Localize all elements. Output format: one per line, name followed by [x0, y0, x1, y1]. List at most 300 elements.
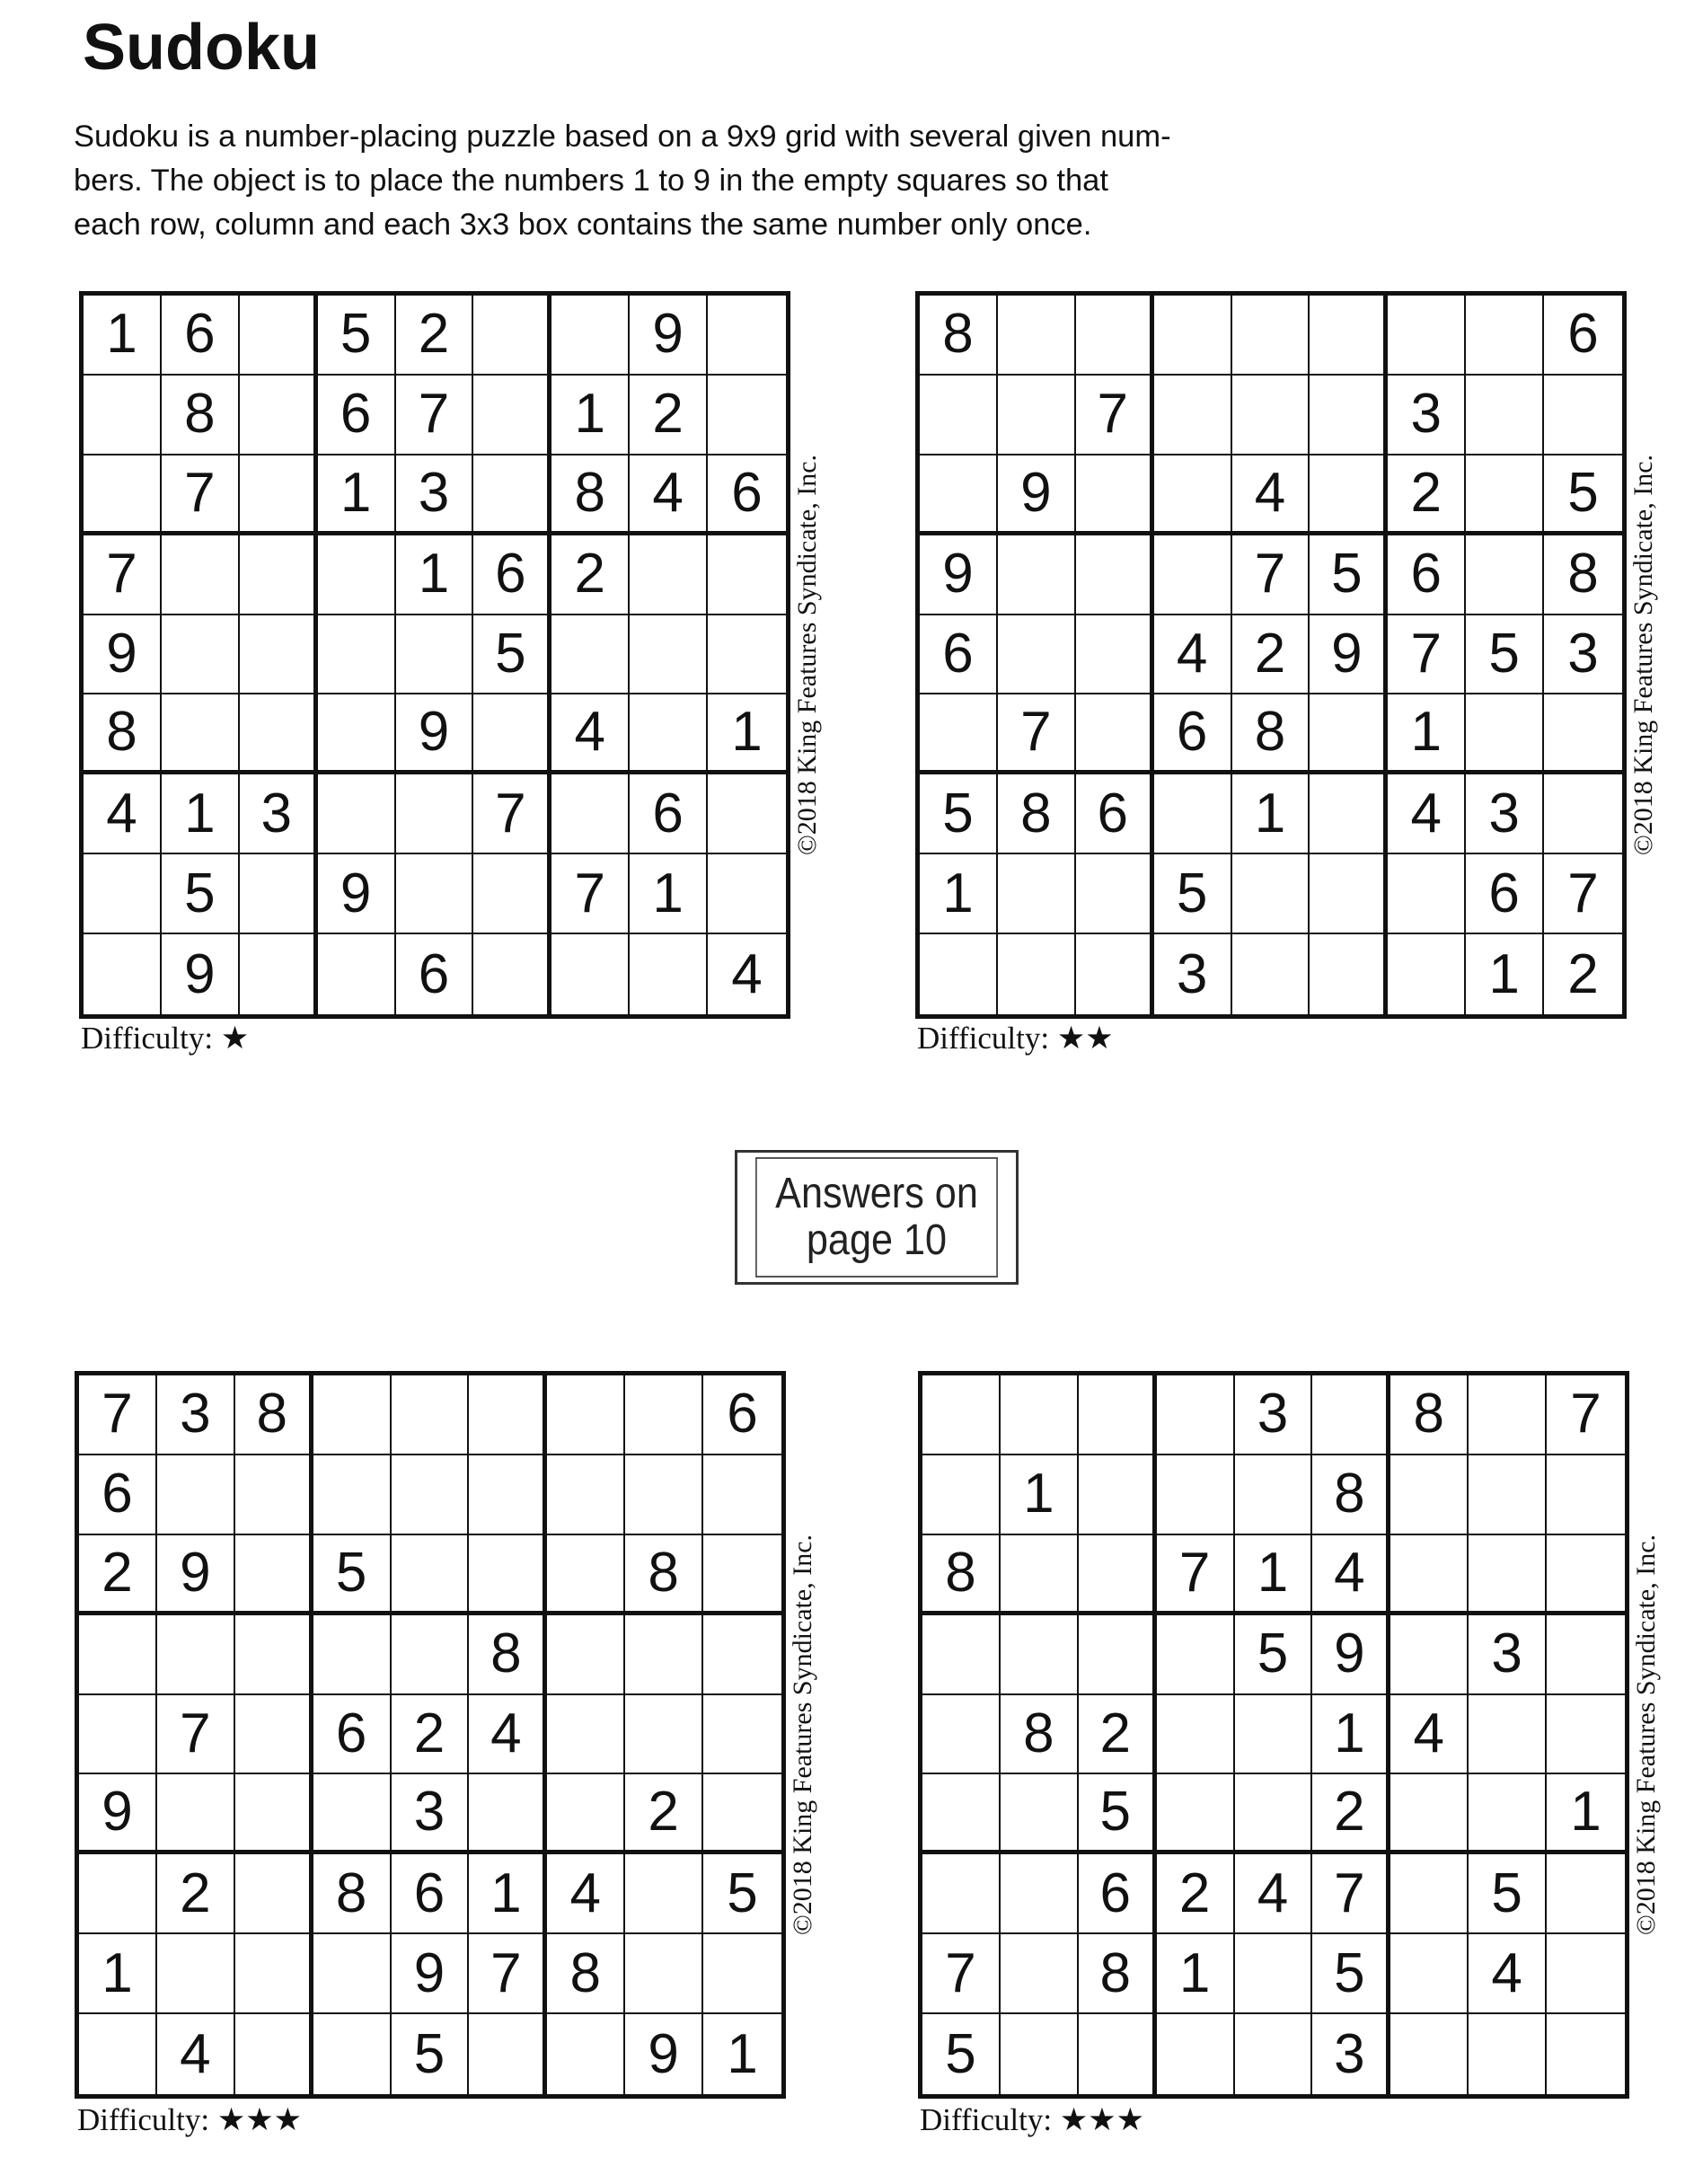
sudoku-cell[interactable]: 5	[1312, 1934, 1390, 2014]
sudoku-cell[interactable]: 9	[392, 1934, 470, 2014]
sudoku-cell[interactable]: 3	[1154, 934, 1232, 1014]
sudoku-cell[interactable]: 6	[1154, 694, 1232, 774]
sudoku-cell[interactable]: 9	[1310, 615, 1388, 695]
sudoku-cell[interactable]: 8	[162, 376, 240, 455]
sudoku-cell[interactable]	[157, 1455, 235, 1535]
sudoku-cell[interactable]: 8	[1079, 1934, 1157, 2014]
sudoku-cell[interactable]: 7	[551, 854, 630, 934]
sudoku-cell[interactable]	[313, 1455, 392, 1535]
sudoku-cell[interactable]	[1388, 296, 1466, 376]
sudoku-cell[interactable]: 5	[392, 2014, 470, 2094]
sudoku-cell[interactable]	[240, 376, 318, 455]
sudoku-cell[interactable]	[1469, 2014, 1547, 2094]
sudoku-cell[interactable]	[625, 1695, 703, 1775]
sudoku-cell[interactable]: 7	[922, 1934, 1001, 2014]
sudoku-cell[interactable]	[1001, 1375, 1079, 1455]
sudoku-cell[interactable]: 2	[157, 1854, 235, 1934]
sudoku-cell[interactable]	[473, 934, 551, 1014]
sudoku-cell[interactable]	[547, 1375, 625, 1455]
sudoku-cell[interactable]	[240, 455, 318, 535]
sudoku-cell[interactable]	[625, 1615, 703, 1695]
sudoku-cell[interactable]	[1390, 2014, 1469, 2094]
sudoku-cell[interactable]: 7	[1547, 1375, 1625, 1455]
sudoku-cell[interactable]: 8	[920, 296, 998, 376]
sudoku-cell[interactable]	[1235, 1695, 1313, 1775]
sudoku-cell[interactable]	[162, 694, 240, 774]
sudoku-cell[interactable]	[1310, 854, 1388, 934]
sudoku-cell[interactable]	[1079, 1455, 1157, 1535]
sudoku-cell[interactable]	[1469, 1375, 1547, 1455]
sudoku-cell[interactable]: 9	[998, 455, 1076, 535]
sudoku-cell[interactable]	[551, 296, 630, 376]
sudoku-cell[interactable]	[84, 376, 162, 455]
sudoku-cell[interactable]: 9	[318, 854, 396, 934]
sudoku-cell[interactable]	[1466, 296, 1544, 376]
sudoku-cell[interactable]	[1157, 1695, 1235, 1775]
sudoku-cell[interactable]: 9	[79, 1774, 157, 1854]
sudoku-cell[interactable]	[708, 615, 786, 695]
sudoku-cell[interactable]: 1	[1232, 774, 1310, 854]
sudoku-cell[interactable]: 5	[920, 774, 998, 854]
sudoku-cell[interactable]	[1466, 455, 1544, 535]
sudoku-cell[interactable]	[630, 535, 708, 615]
sudoku-cell[interactable]	[1466, 535, 1544, 615]
sudoku-cell[interactable]	[1235, 1774, 1313, 1854]
sudoku-cell[interactable]	[1466, 694, 1544, 774]
sudoku-cell[interactable]	[551, 934, 630, 1014]
sudoku-cell[interactable]	[1310, 694, 1388, 774]
sudoku-cell[interactable]: 9	[84, 615, 162, 695]
sudoku-cell[interactable]: 2	[1079, 1695, 1157, 1775]
sudoku-cell[interactable]	[313, 1934, 392, 2014]
sudoku-cell[interactable]: 7	[1388, 615, 1466, 695]
sudoku-cell[interactable]	[1235, 1934, 1313, 2014]
sudoku-cell[interactable]: 6	[1076, 774, 1154, 854]
sudoku-cell[interactable]: 5	[318, 296, 396, 376]
sudoku-cell[interactable]	[922, 1375, 1001, 1455]
sudoku-cell[interactable]	[1232, 854, 1310, 934]
sudoku-cell[interactable]: 1	[630, 854, 708, 934]
sudoku-cell[interactable]	[551, 774, 630, 854]
sudoku-cell[interactable]: 6	[1544, 296, 1622, 376]
sudoku-cell[interactable]	[1547, 1455, 1625, 1535]
sudoku-cell[interactable]: 7	[1076, 376, 1154, 455]
sudoku-cell[interactable]	[1001, 2014, 1079, 2094]
sudoku-cell[interactable]	[1232, 296, 1310, 376]
sudoku-cell[interactable]	[396, 854, 474, 934]
sudoku-cell[interactable]	[235, 1695, 313, 1775]
sudoku-cell[interactable]	[162, 615, 240, 695]
sudoku-cell[interactable]	[922, 1695, 1001, 1775]
sudoku-cell[interactable]	[1157, 1615, 1235, 1695]
sudoku-cell[interactable]	[1469, 1455, 1547, 1535]
sudoku-cell[interactable]	[473, 694, 551, 774]
sudoku-cell[interactable]: 6	[703, 1375, 781, 1455]
sudoku-cell[interactable]	[1154, 376, 1232, 455]
sudoku-cell[interactable]	[703, 1455, 781, 1535]
sudoku-cell[interactable]: 1	[551, 376, 630, 455]
sudoku-cell[interactable]: 1	[1547, 1774, 1625, 1854]
sudoku-cell[interactable]	[547, 1615, 625, 1695]
sudoku-cell[interactable]	[235, 2014, 313, 2094]
sudoku-cell[interactable]	[998, 535, 1076, 615]
sudoku-cell[interactable]	[625, 1455, 703, 1535]
sudoku-cell[interactable]: 8	[625, 1535, 703, 1615]
sudoku-cell[interactable]	[469, 1535, 547, 1615]
sudoku-cell[interactable]	[84, 854, 162, 934]
sudoku-cell[interactable]	[547, 1695, 625, 1775]
sudoku-cell[interactable]	[1001, 1934, 1079, 2014]
sudoku-cell[interactable]	[1388, 854, 1466, 934]
sudoku-cell[interactable]: 8	[547, 1934, 625, 2014]
sudoku-cell[interactable]	[703, 1774, 781, 1854]
sudoku-cell[interactable]	[1157, 1774, 1235, 1854]
sudoku-cell[interactable]	[1001, 1774, 1079, 1854]
sudoku-cell[interactable]	[1544, 376, 1622, 455]
sudoku-cell[interactable]: 4	[1232, 455, 1310, 535]
sudoku-cell[interactable]	[998, 376, 1076, 455]
sudoku-cell[interactable]	[1079, 1615, 1157, 1695]
sudoku-cell[interactable]	[235, 1774, 313, 1854]
sudoku-cell[interactable]	[998, 296, 1076, 376]
sudoku-cell[interactable]: 3	[157, 1375, 235, 1455]
sudoku-cell[interactable]: 1	[318, 455, 396, 535]
sudoku-cell[interactable]	[1310, 774, 1388, 854]
sudoku-cell[interactable]: 4	[1390, 1695, 1469, 1775]
sudoku-cell[interactable]: 2	[1567, 942, 1599, 1005]
sudoku-cell[interactable]	[473, 296, 551, 376]
sudoku-cell[interactable]	[1076, 854, 1154, 934]
sudoku-cell[interactable]	[1466, 376, 1544, 455]
sudoku-cell[interactable]	[708, 535, 786, 615]
sudoku-cell[interactable]	[1157, 1455, 1235, 1535]
sudoku-cell[interactable]: 6	[392, 1854, 470, 1934]
sudoku-cell[interactable]	[240, 615, 318, 695]
sudoku-cell[interactable]: 2	[396, 296, 474, 376]
sudoku-cell[interactable]: 4	[731, 942, 763, 1005]
sudoku-cell[interactable]	[318, 615, 396, 695]
sudoku-cell[interactable]	[1310, 296, 1388, 376]
sudoku-cell[interactable]	[998, 934, 1076, 1014]
sudoku-cell[interactable]: 5	[473, 615, 551, 695]
sudoku-cell[interactable]: 6	[473, 535, 551, 615]
sudoku-cell[interactable]: 9	[625, 2014, 703, 2094]
sudoku-cell[interactable]: 7	[473, 774, 551, 854]
sudoku-cell[interactable]: 8	[313, 1854, 392, 1934]
sudoku-cell[interactable]: 6	[79, 1455, 157, 1535]
sudoku-cell[interactable]: 8	[922, 1535, 1001, 1615]
sudoku-cell[interactable]	[703, 1535, 781, 1615]
sudoku-cell[interactable]	[79, 1695, 157, 1775]
sudoku-cell[interactable]: 8	[1544, 535, 1622, 615]
sudoku-cell[interactable]: 3	[396, 455, 474, 535]
sudoku-cell[interactable]	[922, 1774, 1001, 1854]
sudoku-cell[interactable]	[469, 1774, 547, 1854]
sudoku-cell[interactable]: 5	[1079, 1774, 1157, 1854]
sudoku-cell[interactable]: 3	[1469, 1615, 1547, 1695]
sudoku-cell[interactable]	[625, 1854, 703, 1934]
sudoku-cell[interactable]	[1076, 296, 1154, 376]
sudoku-cell[interactable]	[1390, 1615, 1469, 1695]
sudoku-cell[interactable]: 8	[1001, 1695, 1079, 1775]
sudoku-cell[interactable]	[240, 694, 318, 774]
sudoku-cell[interactable]: 5	[1466, 615, 1544, 695]
sudoku-cell[interactable]: 3	[1544, 615, 1622, 695]
sudoku-cell[interactable]	[703, 1695, 781, 1775]
sudoku-cell[interactable]	[1076, 694, 1154, 774]
sudoku-cell[interactable]	[547, 1455, 625, 1535]
sudoku-cell[interactable]	[84, 934, 162, 1014]
sudoku-cell[interactable]	[396, 615, 474, 695]
sudoku-cell[interactable]	[922, 1615, 1001, 1695]
sudoku-cell[interactable]	[1388, 934, 1466, 1014]
sudoku-cell[interactable]	[1547, 1615, 1625, 1695]
sudoku-cell[interactable]	[920, 934, 998, 1014]
sudoku-cell[interactable]: 1	[1312, 1695, 1390, 1775]
sudoku-cell[interactable]	[1469, 1774, 1547, 1854]
sudoku-cell[interactable]: 8	[469, 1615, 547, 1695]
sudoku-cell[interactable]: 1	[396, 535, 474, 615]
sudoku-cell[interactable]: 6	[313, 1695, 392, 1775]
sudoku-cell[interactable]	[84, 455, 162, 535]
sudoku-cell[interactable]: 5	[922, 2014, 1001, 2094]
sudoku-cell[interactable]: 4	[1469, 1934, 1547, 2014]
sudoku-cell[interactable]	[1235, 1455, 1313, 1535]
sudoku-cell[interactable]	[392, 1375, 470, 1455]
sudoku-cell[interactable]	[708, 854, 786, 934]
sudoku-cell[interactable]	[469, 1455, 547, 1535]
sudoku-cell[interactable]: 2	[1312, 1774, 1390, 1854]
sudoku-cell[interactable]	[469, 2014, 547, 2094]
sudoku-cell[interactable]	[235, 1854, 313, 1934]
sudoku-cell[interactable]	[235, 1535, 313, 1615]
sudoku-cell[interactable]	[1001, 1535, 1079, 1615]
sudoku-cell[interactable]	[920, 376, 998, 455]
sudoku-cell[interactable]: 3	[1235, 1375, 1313, 1455]
sudoku-cell[interactable]	[1154, 535, 1232, 615]
sudoku-cell[interactable]	[1235, 2014, 1313, 2094]
sudoku-cell[interactable]: 6	[920, 615, 998, 695]
sudoku-cell[interactable]: 8	[1390, 1375, 1469, 1455]
sudoku-cell[interactable]	[547, 2014, 625, 2094]
sudoku-cell[interactable]	[1001, 1854, 1079, 1934]
sudoku-cell[interactable]	[630, 615, 708, 695]
sudoku-cell[interactable]: 2	[551, 535, 630, 615]
sudoku-cell[interactable]: 6	[318, 376, 396, 455]
sudoku-cell[interactable]	[1547, 1535, 1625, 1615]
sudoku-cell[interactable]: 4	[1388, 774, 1466, 854]
sudoku-cell[interactable]	[235, 1455, 313, 1535]
sudoku-cell[interactable]	[392, 1455, 470, 1535]
sudoku-cell[interactable]	[708, 296, 786, 376]
sudoku-cell[interactable]: 7	[157, 1695, 235, 1775]
sudoku-cell[interactable]: 5	[1154, 854, 1232, 934]
sudoku-cell[interactable]: 8	[998, 774, 1076, 854]
sudoku-cell[interactable]	[79, 1854, 157, 1934]
sudoku-cell[interactable]: 7	[998, 694, 1076, 774]
sudoku-cell[interactable]	[630, 694, 708, 774]
sudoku-cell[interactable]: 2	[392, 1695, 470, 1775]
sudoku-cell[interactable]	[1310, 934, 1388, 1014]
sudoku-cell[interactable]: 4	[630, 455, 708, 535]
sudoku-cell[interactable]: 7	[1312, 1854, 1390, 1934]
sudoku-cell[interactable]	[1547, 1854, 1625, 1934]
sudoku-cell[interactable]: 4	[551, 694, 630, 774]
sudoku-cell[interactable]	[1544, 774, 1622, 854]
sudoku-cell[interactable]	[318, 694, 396, 774]
sudoku-cell[interactable]	[1547, 2014, 1625, 2094]
sudoku-cell[interactable]	[1390, 1854, 1469, 1934]
sudoku-cell[interactable]	[1547, 1934, 1625, 2014]
sudoku-cell[interactable]: 1	[708, 694, 786, 774]
sudoku-cell[interactable]	[469, 1375, 547, 1455]
sudoku-cell[interactable]	[318, 535, 396, 615]
sudoku-cell[interactable]	[547, 1535, 625, 1615]
sudoku-cell[interactable]	[1390, 1934, 1469, 2014]
sudoku-cell[interactable]: 7	[79, 1375, 157, 1455]
sudoku-cell[interactable]: 7	[1544, 854, 1622, 934]
sudoku-cell[interactable]	[1079, 1375, 1157, 1455]
sudoku-cell[interactable]	[1079, 2014, 1157, 2094]
sudoku-cell[interactable]	[235, 1615, 313, 1695]
sudoku-cell[interactable]	[313, 1615, 392, 1695]
sudoku-cell[interactable]: 4	[469, 1695, 547, 1775]
sudoku-cell[interactable]: 4	[1154, 615, 1232, 695]
sudoku-cell[interactable]	[1390, 1455, 1469, 1535]
sudoku-cell[interactable]: 5	[1469, 1854, 1547, 1934]
sudoku-cell[interactable]	[922, 1455, 1001, 1535]
sudoku-cell[interactable]: 7	[84, 535, 162, 615]
sudoku-cell[interactable]: 5	[313, 1535, 392, 1615]
sudoku-cell[interactable]	[473, 854, 551, 934]
sudoku-cell[interactable]: 6	[1388, 535, 1466, 615]
sudoku-cell[interactable]	[920, 455, 998, 535]
sudoku-cell[interactable]: 7	[469, 1934, 547, 2014]
sudoku-cell[interactable]	[625, 1375, 703, 1455]
sudoku-cell[interactable]	[703, 1615, 781, 1695]
sudoku-cell[interactable]: 4	[1312, 1535, 1390, 1615]
sudoku-cell[interactable]	[157, 1934, 235, 2014]
sudoku-cell[interactable]: 1	[1466, 934, 1544, 1014]
sudoku-cell[interactable]: 7	[396, 376, 474, 455]
sudoku-cell[interactable]	[920, 694, 998, 774]
sudoku-cell[interactable]	[1157, 2014, 1235, 2094]
sudoku-cell[interactable]	[318, 934, 396, 1014]
sudoku-cell[interactable]	[235, 1934, 313, 2014]
sudoku-cell[interactable]: 3	[1466, 774, 1544, 854]
sudoku-cell[interactable]	[998, 615, 1076, 695]
sudoku-cell[interactable]	[396, 774, 474, 854]
sudoku-cell[interactable]: 5	[1310, 535, 1388, 615]
sudoku-cell[interactable]	[998, 854, 1076, 934]
sudoku-cell[interactable]: 6	[162, 296, 240, 376]
sudoku-cell[interactable]	[1154, 296, 1232, 376]
sudoku-cell[interactable]: 6	[708, 455, 786, 535]
sudoku-cell[interactable]	[157, 1615, 235, 1695]
sudoku-cell[interactable]: 9	[162, 934, 240, 1014]
sudoku-cell[interactable]: 6	[396, 934, 474, 1014]
sudoku-cell[interactable]: 2	[1232, 615, 1310, 695]
sudoku-cell[interactable]	[1076, 615, 1154, 695]
sudoku-cell[interactable]	[625, 1934, 703, 2014]
sudoku-cell[interactable]: 3	[1388, 376, 1466, 455]
sudoku-cell[interactable]	[1232, 376, 1310, 455]
sudoku-cell[interactable]	[1390, 1774, 1469, 1854]
sudoku-cell[interactable]: 7	[162, 455, 240, 535]
sudoku-cell[interactable]	[1001, 1615, 1079, 1695]
sudoku-cell[interactable]: 2	[1388, 455, 1466, 535]
sudoku-cell[interactable]	[79, 1615, 157, 1695]
sudoku-cell[interactable]: 1	[469, 1854, 547, 1934]
sudoku-cell[interactable]	[318, 774, 396, 854]
sudoku-cell[interactable]: 4	[547, 1854, 625, 1934]
sudoku-cell[interactable]	[392, 1535, 470, 1615]
sudoku-cell[interactable]: 1	[1157, 1934, 1235, 2014]
sudoku-cell[interactable]	[1310, 455, 1388, 535]
sudoku-cell[interactable]	[240, 535, 318, 615]
sudoku-cell[interactable]	[157, 1774, 235, 1854]
sudoku-cell[interactable]: 2	[79, 1535, 157, 1615]
sudoku-cell[interactable]: 5	[1235, 1615, 1313, 1695]
sudoku-cell[interactable]	[1547, 1695, 1625, 1775]
sudoku-cell[interactable]	[313, 1375, 392, 1455]
sudoku-cell[interactable]	[1312, 1375, 1390, 1455]
sudoku-cell[interactable]	[240, 296, 318, 376]
sudoku-cell[interactable]: 9	[157, 1535, 235, 1615]
sudoku-cell[interactable]	[1310, 376, 1388, 455]
sudoku-cell[interactable]: 4	[1235, 1854, 1313, 1934]
sudoku-cell[interactable]	[703, 1934, 781, 2014]
sudoku-cell[interactable]	[1076, 934, 1154, 1014]
sudoku-cell[interactable]: 9	[396, 694, 474, 774]
sudoku-cell[interactable]	[1232, 934, 1310, 1014]
sudoku-cell[interactable]: 3	[1312, 2014, 1390, 2094]
sudoku-cell[interactable]: 5	[703, 1854, 781, 1934]
sudoku-cell[interactable]: 1	[727, 2022, 758, 2085]
sudoku-cell[interactable]: 1	[84, 296, 162, 376]
sudoku-cell[interactable]	[922, 1854, 1001, 1934]
sudoku-cell[interactable]: 8	[84, 694, 162, 774]
sudoku-cell[interactable]: 8	[235, 1375, 313, 1455]
sudoku-cell[interactable]: 1	[1388, 694, 1466, 774]
sudoku-cell[interactable]	[1469, 1695, 1547, 1775]
sudoku-cell[interactable]: 4	[84, 774, 162, 854]
sudoku-cell[interactable]	[313, 2014, 392, 2094]
sudoku-cell[interactable]	[1154, 455, 1232, 535]
sudoku-cell[interactable]	[240, 854, 318, 934]
sudoku-cell[interactable]	[1469, 1535, 1547, 1615]
sudoku-cell[interactable]	[79, 2014, 157, 2094]
sudoku-cell[interactable]: 1	[79, 1934, 157, 2014]
sudoku-cell[interactable]: 3	[392, 1774, 470, 1854]
sudoku-cell[interactable]: 5	[162, 854, 240, 934]
sudoku-cell[interactable]	[162, 535, 240, 615]
sudoku-cell[interactable]: 1	[162, 774, 240, 854]
sudoku-cell[interactable]: 1	[920, 854, 998, 934]
sudoku-cell[interactable]: 6	[1079, 1854, 1157, 1934]
sudoku-cell[interactable]: 3	[240, 774, 318, 854]
sudoku-cell[interactable]	[547, 1774, 625, 1854]
sudoku-cell[interactable]: 6	[630, 774, 708, 854]
sudoku-cell[interactable]: 5	[1544, 455, 1622, 535]
sudoku-cell[interactable]: 7	[1232, 535, 1310, 615]
sudoku-cell[interactable]	[240, 934, 318, 1014]
sudoku-cell[interactable]: 8	[551, 455, 630, 535]
sudoku-cell[interactable]: 7	[1157, 1535, 1235, 1615]
sudoku-cell[interactable]	[1079, 1535, 1157, 1615]
sudoku-cell[interactable]	[630, 934, 708, 1014]
sudoku-cell[interactable]: 8	[1232, 694, 1310, 774]
